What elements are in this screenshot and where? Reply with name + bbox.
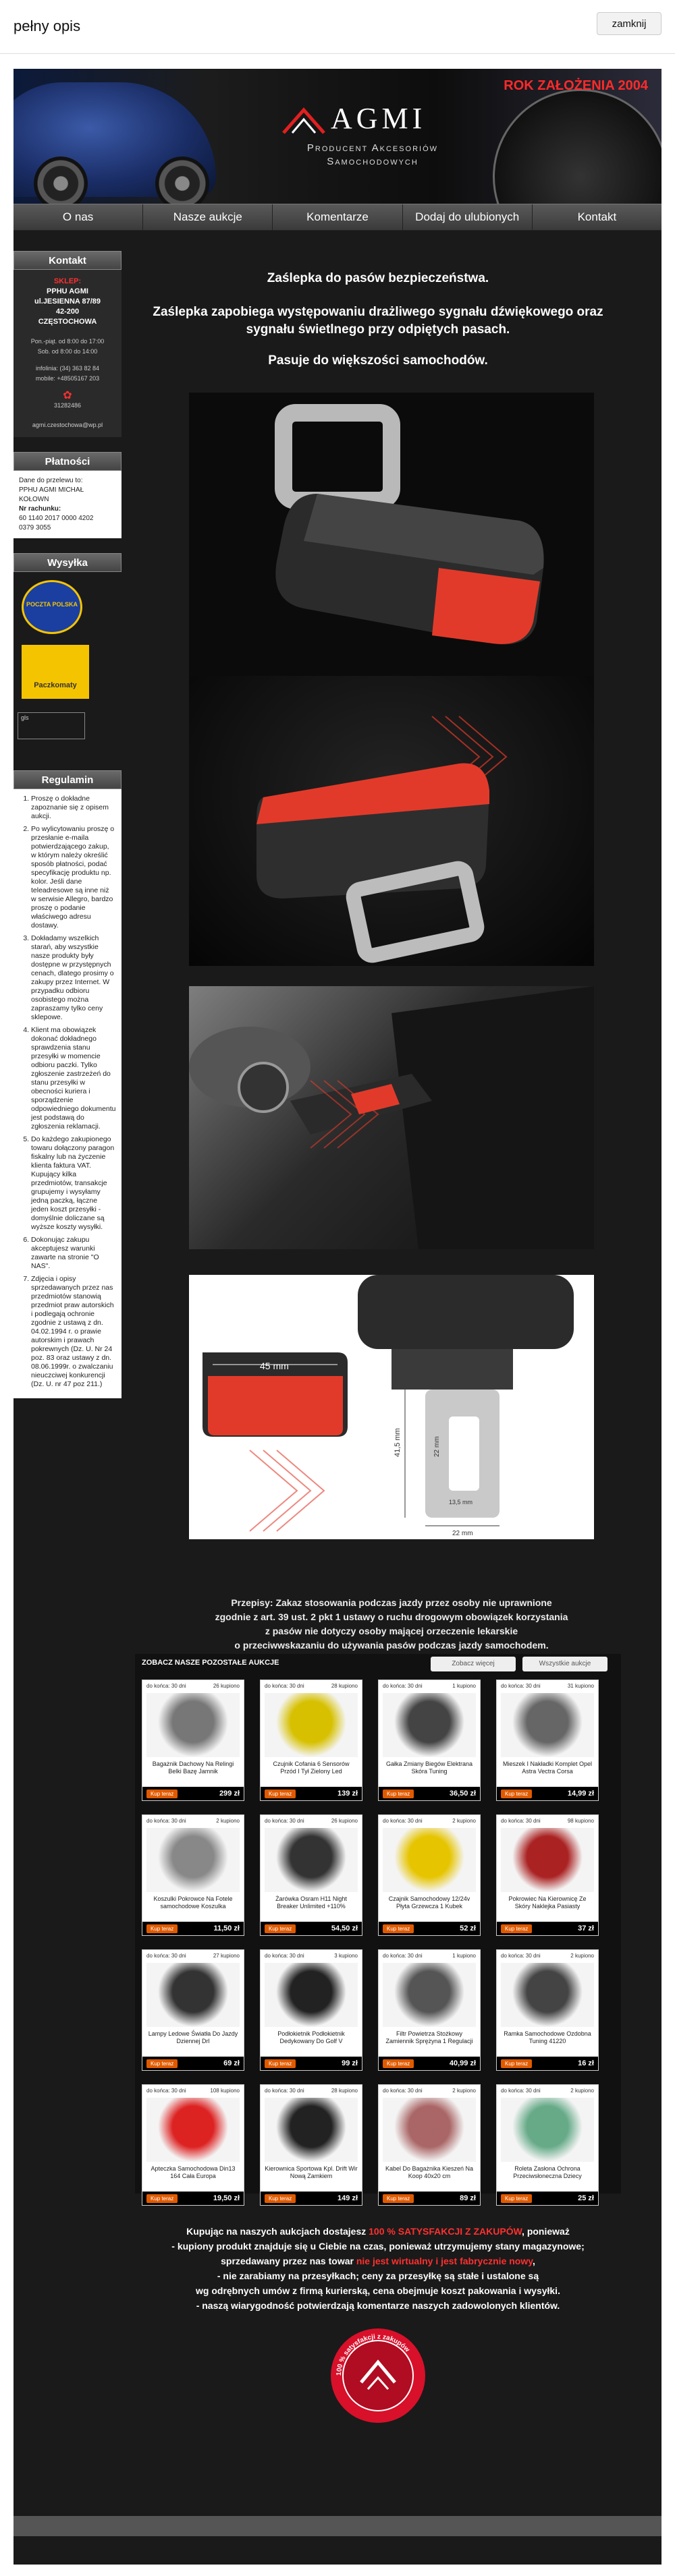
auction-title[interactable]: Podłokietnik Podłokietnik Dedykowany Do Golf V	[277, 2030, 345, 2044]
auction-time-left: do końca: 30 dni	[265, 1683, 304, 1689]
auction-thumbnail[interactable]	[146, 1693, 240, 1757]
auction-sold-count: 2 kupiono	[570, 1953, 594, 1959]
auction-price-bar	[379, 1787, 480, 1800]
founded-year: ROK ZAŁOŻENIA 2004	[504, 78, 648, 93]
satisfaction-line	[135, 2254, 621, 2268]
auction-price: 139 zł	[338, 1790, 358, 1798]
payment-line: 60 1140 2017 0000 4202	[19, 515, 94, 522]
auction-title[interactable]: Gałka Zmiany Biegów Elektrana Skóra Tuning	[385, 1761, 473, 1775]
auction-time-left: do końca: 30 dni	[146, 1953, 186, 1959]
auction-title[interactable]: Roleta Zasłona Ochrona Przeciwsłoneczna Dziecy	[513, 2165, 582, 2179]
banner	[14, 69, 662, 204]
auction-thumbnail[interactable]	[501, 2098, 594, 2162]
all-auctions-button[interactable]: Wszystkie aukcje	[522, 1657, 608, 1671]
auction-card[interactable]	[496, 1949, 599, 2071]
auction-time-left: do końca: 30 dni	[265, 1953, 304, 1959]
gg-icon: ✿	[63, 390, 72, 401]
text-part: , ponieważ	[522, 2226, 570, 2237]
auction-price: 16 zł	[578, 2059, 594, 2067]
auction-price-bar	[142, 2057, 244, 2070]
auction-card[interactable]	[142, 1949, 244, 2071]
auction-time-left: do końca: 30 dni	[146, 1683, 186, 1689]
auction-price-bar	[261, 1922, 362, 1935]
dimension-width: 45 mm	[260, 1361, 289, 1371]
auction-thumbnail[interactable]	[265, 1828, 358, 1892]
auction-thumbnail[interactable]	[383, 1693, 476, 1757]
warning-line: z pasów nie dotyczy osoby mającej orzeczenie lekarskie	[265, 1626, 518, 1636]
auction-meta	[261, 2085, 362, 2096]
logo-text: AGMI	[331, 102, 427, 135]
auction-price-bar	[379, 2057, 480, 2070]
auction-sold-count: 27 kupiono	[213, 1953, 240, 1959]
logo-subtitle-line: Samochodowych	[327, 156, 418, 167]
compatibility-note: Pasuje do większości samochodów.	[268, 353, 488, 368]
auction-meta	[379, 1815, 480, 1827]
auction-card[interactable]	[260, 2084, 362, 2206]
buy-now-button[interactable]: Kup teraz	[265, 2059, 296, 2068]
car-wheel	[155, 156, 209, 204]
auction-price: 149 zł	[338, 2194, 358, 2202]
auction-price-bar	[261, 2057, 362, 2070]
address-line: PPHU AGMI	[47, 287, 88, 295]
auction-title[interactable]: Czajnik Samochodowy 12/24v Płyta Grzewcza 1 Kubek	[388, 1895, 470, 1910]
auction-time-left: do końca: 30 dni	[265, 2088, 304, 2094]
auction-title[interactable]: Ramka Samochodowe Ozdobna Tuning 41220	[504, 2030, 591, 2044]
rule-item: 1. Proszę o dokładne zapoznanie się z opisem aukcji.	[31, 795, 116, 821]
satisfaction-text	[135, 2224, 621, 2313]
auction-price: 69 zł	[223, 2059, 240, 2067]
auction-title[interactable]: Kierownica Sportowa Kpl. Drift Wir Nową Zamkiem	[265, 2165, 358, 2179]
speedometer-image	[493, 89, 662, 204]
auction-sold-count: 98 kupiono	[567, 1818, 594, 1824]
auction-card[interactable]	[142, 1814, 244, 1936]
auction-card[interactable]	[378, 2084, 481, 2206]
satisfaction-line: - nie zarabiamy na przesyłkach; ceny za przesyłkę są stałe i ustalone są	[217, 2270, 539, 2281]
top-bar	[0, 0, 675, 54]
auction-meta	[379, 1950, 480, 1962]
car-wheel	[34, 156, 88, 204]
text-part: Kupując na naszych aukcjach dostajesz	[186, 2226, 369, 2237]
satisfaction-seal-icon	[327, 2325, 429, 2426]
product-description: Zaślepka zapobiega występowaniu drażliwego sygnału dźwiękowego oraz sygnału świetlnego przy odpiętych pasach.	[153, 305, 603, 337]
auction-sold-count: 2 kupiono	[216, 1818, 240, 1824]
auction-time-left: do końca: 30 dni	[146, 2088, 186, 2094]
payments-box	[14, 471, 122, 538]
auction-title[interactable]: Żarówka Osram H11 Night Breaker Unlimited +110%	[275, 1895, 347, 1910]
auction-title[interactable]: Bagażnik Dachowy Na Relingi Belki Bazę Jamnik	[152, 1761, 234, 1775]
auction-title[interactable]: Filtr Powietrza Stożkowy Zamiennik Sprężyna 1 Regulacji	[385, 2030, 473, 2044]
auction-sold-count: 31 kupiono	[567, 1683, 594, 1689]
auction-price-bar	[497, 1922, 598, 1935]
poczta-polska-logo	[22, 580, 82, 634]
auction-thumbnail[interactable]	[383, 2098, 476, 2162]
auction-meta	[142, 1680, 244, 1692]
buy-now-button[interactable]: Kup teraz	[265, 2194, 296, 2203]
auction-price: 14,99 zł	[567, 1790, 594, 1798]
logo-subtitle	[265, 142, 481, 169]
satisfaction-line	[135, 2224, 621, 2239]
auction-sold-count: 26 kupiono	[213, 1683, 240, 1689]
auction-price: 11,50 zł	[213, 1924, 240, 1933]
auction-title[interactable]: Lampy Ledowe Światła Do Jazdy Dziennej Drl	[148, 2030, 238, 2044]
auction-thumbnail[interactable]	[383, 1828, 476, 1892]
nav-about[interactable]: O nas	[14, 204, 143, 230]
auction-time-left: do końca: 30 dni	[265, 1818, 304, 1824]
auction-price: 89 zł	[460, 2194, 476, 2202]
buy-now-button[interactable]: Kup teraz	[501, 1790, 532, 1798]
auction-card[interactable]	[142, 2084, 244, 2206]
address-line: ul.JESIENNA 87/89	[34, 297, 101, 306]
auction-meta	[261, 1680, 362, 1692]
auction-sold-count: 28 kupiono	[331, 1683, 358, 1689]
payments-heading: Płatności	[14, 452, 122, 471]
auction-meta	[497, 1950, 598, 1962]
auction-card[interactable]	[260, 1949, 362, 2071]
buy-now-button[interactable]: Kup teraz	[146, 2059, 178, 2068]
satisfaction-line: wg odrębnych umów z firmą kurierską, cena obejmuje koszt pakowania i wysyłki.	[196, 2285, 560, 2296]
hours-line: Pon.-piąt. od 8:00 do 17:00	[30, 338, 105, 345]
product-title: Zaślepka do pasów bezpieczeństwa.	[267, 271, 489, 285]
auction-thumbnail[interactable]	[383, 1963, 476, 2027]
hours-line: Sob. od 8:00 do 14:00	[37, 348, 98, 355]
dimensions-diagram	[189, 1275, 594, 1539]
buy-now-button[interactable]: Kup teraz	[501, 2194, 532, 2203]
auction-price-bar	[379, 1922, 480, 1935]
auction-time-left: do końca: 30 dni	[146, 1818, 186, 1824]
shipping-box	[14, 572, 122, 741]
auction-time-left: do końca: 30 dni	[501, 2088, 541, 2094]
auction-card[interactable]	[260, 1680, 362, 1801]
auction-price: 52 zł	[460, 1924, 476, 1933]
auction-time-left: do końca: 30 dni	[501, 1953, 541, 1959]
gls-label: gls	[21, 714, 29, 721]
rules-heading: Regulamin	[14, 770, 122, 789]
logo-subtitle-line: Producent Akcesoriów	[306, 142, 439, 154]
auction-price-bar	[497, 1787, 598, 1800]
poczta-polska-label: POCZTA POLSKA	[26, 601, 78, 608]
auction-price: 40,99 zł	[449, 2059, 476, 2067]
dimension-slot-width: 13,5 mm	[449, 1499, 473, 1506]
auction-price: 37 zł	[578, 1924, 594, 1933]
gg-number: 31282486	[53, 402, 82, 409]
close-button[interactable]: zamknij	[597, 12, 662, 35]
auction-thumbnail[interactable]	[265, 1963, 358, 2027]
sidebar	[14, 251, 122, 2497]
product-photo	[189, 393, 594, 676]
auction-price-bar	[142, 2192, 244, 2205]
paczkomaty-label: Paczkomaty	[34, 681, 77, 689]
car-interior-photo	[189, 986, 594, 1249]
warning-line: zgodnie z art. 39 ust. 2 pkt 1 ustawy o ruchu drogowym obowiązek korzystania	[215, 1611, 568, 1622]
nav-comments[interactable]: Komentarze	[273, 204, 402, 230]
main-nav	[14, 204, 662, 231]
auction-sold-count: 108 kupiono	[210, 2088, 240, 2094]
buy-now-button[interactable]: Kup teraz	[265, 1790, 296, 1798]
buy-now-button[interactable]: Kup teraz	[383, 2059, 414, 2068]
auction-price: 19,50 zł	[213, 2194, 240, 2202]
auction-price: 36,50 zł	[449, 1790, 476, 1798]
auction-sold-count: 2 kupiono	[570, 2088, 594, 2094]
auction-price: 99 zł	[342, 2059, 358, 2067]
auction-price-bar	[379, 2192, 480, 2205]
auction-meta	[142, 1815, 244, 1827]
nav-favorites[interactable]: Dodaj do ulubionych	[403, 204, 533, 230]
auction-card[interactable]	[496, 1814, 599, 1936]
auction-meta	[497, 2085, 598, 2096]
buy-now-button[interactable]: Kup teraz	[501, 2059, 532, 2068]
auction-sold-count: 26 kupiono	[331, 1818, 358, 1824]
dimension-slot-height: 22 mm	[433, 1436, 441, 1457]
auction-card[interactable]	[378, 1949, 481, 2071]
auction-thumbnail[interactable]	[501, 1828, 594, 1892]
see-more-button[interactable]: Zobacz więcej	[431, 1657, 516, 1671]
auction-thumbnail[interactable]	[146, 1963, 240, 2027]
highlight-text: nie jest wirtualny i jest fabrycznie nowy	[356, 2256, 533, 2266]
auction-card[interactable]	[142, 1680, 244, 1801]
auction-price-bar	[142, 1922, 244, 1935]
auction-meta	[497, 1680, 598, 1692]
address-line: 42-200	[55, 308, 80, 316]
email-link[interactable]: agmi.czestochowa@wp.pl	[32, 422, 103, 428]
auction-time-left: do końca: 30 dni	[383, 1818, 423, 1824]
dimension-height: 41,5 mm	[394, 1428, 402, 1457]
auction-sold-count: 28 kupiono	[331, 2088, 358, 2094]
agmi-logo-icon	[280, 106, 327, 137]
shop-label: SKLEP:	[53, 277, 82, 285]
rule-item: 5. Do każdego zakupionego towaru dołączony paragon fiskalny lub na życzenie klienta faktura VAT. Kupujący kilka przedmiotów, transakcje grupujemy i wysyłamy jedną paczką, łączne jeden koszt przesyłki - domyślnie doliczane są wyższe koszty wysyłki.	[31, 1135, 116, 1232]
payment-line: KOŁOWN	[19, 496, 49, 503]
auction-meta	[379, 1680, 480, 1692]
warning-line: o przeciwwskazaniu do używania pasów podczas jazdy samochodem.	[234, 1640, 549, 1651]
phone-line: infolinia: (34) 363 82 84	[35, 365, 100, 372]
auction-thumbnail[interactable]	[146, 1828, 240, 1892]
buy-now-button[interactable]: Kup teraz	[265, 1924, 296, 1933]
auction-thumbnail[interactable]	[501, 1693, 594, 1757]
auction-page	[14, 69, 662, 2565]
auction-meta	[379, 2085, 480, 2096]
address-line: CZĘSTOCHOWA	[38, 318, 97, 326]
seal-text: 100 % satysfakcji z zakupów	[335, 2332, 411, 2376]
auction-card[interactable]	[496, 1680, 599, 1801]
auction-meta	[142, 1950, 244, 1962]
buy-now-button[interactable]: Kup teraz	[383, 2194, 414, 2203]
auction-time-left: do końca: 30 dni	[383, 2088, 423, 2094]
payment-line: 0379 3055	[19, 524, 51, 532]
auction-title[interactable]: Kabel Do Bagażnika Kieszeń Na Koop 40x20 cm	[385, 2165, 474, 2179]
auction-title[interactable]: Koszulki Pokrowce Na Fotele samochodowe Koszulka	[153, 1895, 233, 1910]
buy-now-button[interactable]: Kup teraz	[146, 2194, 178, 2203]
warning-line: Przepisy: Zakaz stosowania podczas jazdy przez osoby nie uprawnione	[231, 1597, 552, 1608]
auction-meta	[497, 1815, 598, 1827]
rules-list	[14, 789, 122, 1398]
auction-title[interactable]: Mieszek I Nakładki Komplet Opel Astra Vectra Corsa	[502, 1761, 593, 1775]
auction-sold-count: 1 kupiono	[452, 1953, 476, 1959]
auction-price-bar	[261, 1787, 362, 1800]
buy-now-button[interactable]: Kup teraz	[146, 1924, 178, 1933]
rule-item: 4. Klient ma obowiązek dokonać dokładnego sprawdzenia stanu przesyłki w momencie odbioru paczki. Tylko zgłoszenie zastrzeżeń do stanu przesyłki w obecności kuriera i sporządzenie odpowiedniego dokumentu jest podstawą do zgłoszenia reklamacji.	[31, 1026, 116, 1131]
auction-thumbnail[interactable]	[265, 1693, 358, 1757]
rule-item: 2. Po wylicytowaniu proszę o przesłanie e-maila potwierdzającego zakup, w którym należy określić sposób płatności, podać specyfikację produktu np. kolor. Jeśli dane teleadresowe są inne niż w serwisie Allegro, bardzo proszę o podanie właściwego adresu dostawy.	[31, 825, 116, 930]
paczkomaty-logo	[22, 645, 89, 699]
auction-sold-count: 1 kupiono	[452, 1683, 476, 1689]
auction-time-left: do końca: 30 dni	[383, 1683, 423, 1689]
auction-price: 299 zł	[219, 1790, 240, 1798]
contact-heading: Kontakt	[14, 251, 122, 270]
text-part: sprzedawany przez nas towar	[221, 2256, 356, 2266]
auction-card[interactable]	[260, 1814, 362, 1936]
buy-now-button[interactable]: Kup teraz	[383, 1790, 414, 1798]
auction-title[interactable]: Apteczka Samochodowa Din13 164 Cała Europa	[151, 2165, 236, 2179]
auction-price: 25 zł	[578, 2194, 594, 2202]
auction-price-bar	[497, 2057, 598, 2070]
auction-time-left: do końca: 30 dni	[383, 1953, 423, 1959]
auction-sold-count: 2 kupiono	[452, 2088, 476, 2094]
dimension-tongue-width: 22 mm	[452, 1530, 473, 1537]
auction-thumbnail[interactable]	[501, 1963, 594, 2027]
auctions-heading: ZOBACZ NASZE POZOSTAŁE AUKCJE	[142, 1659, 279, 1667]
footer-bar	[14, 2516, 662, 2536]
contact-box	[14, 270, 122, 437]
other-auctions	[135, 1654, 621, 2202]
buy-now-button[interactable]: Kup teraz	[383, 1924, 414, 1933]
auction-card[interactable]	[496, 2084, 599, 2206]
auction-time-left: do końca: 30 dni	[501, 1818, 541, 1824]
auction-price-bar	[142, 1787, 244, 1800]
gls-logo	[18, 712, 85, 739]
auction-card[interactable]	[378, 1680, 481, 1801]
auction-title[interactable]: Czujnik Cofania 6 Sensorów Przód I Tył Zielony Led	[273, 1761, 350, 1775]
nav-auctions[interactable]: Nasze aukcje	[143, 204, 273, 230]
nav-contact[interactable]: Kontakt	[577, 210, 617, 223]
page-title: pełny opis	[14, 18, 81, 34]
shipping-heading: Wysyłka	[14, 553, 122, 572]
auction-price: 54,50 zł	[331, 1924, 358, 1933]
rule-item: 3. Dokładamy wszelkich starań, aby wszystkie nasze produkty były dostępne w przystępnych cenach, dlatego prosimy o zakupy przez Internet. W przypadku odbioru osobistego można zapraszamy tylko ceny sklepowe.	[31, 934, 116, 1022]
satisfaction-line: - naszą wiarygodność potwierdzają komentarze naszych zadowolonych klientów.	[196, 2300, 560, 2311]
auction-meta	[261, 1815, 362, 1827]
payment-line: PPHU AGMI MICHAŁ	[19, 486, 84, 494]
auction-price-bar	[497, 2192, 598, 2205]
rule-item: 7. Zdjęcia i opisy sprzedawanych przez nas przedmiotów stanowią przedmiot praw autorskich i podlegają ochronie zgodnie z ustawą z dn. 04.02.1994 r. o prawie autorskim i prawach pokrewnych (Dz. U. Nr 24 poz. 83 oraz ustawy z dn. 08.06.1999r. o zwalczaniu nieuczciwej konkurencji (Dz. U. nr 47 poz 211.)	[31, 1275, 116, 1389]
auction-thumbnail[interactable]	[146, 2098, 240, 2162]
payment-line: Dane do przelewu to:	[19, 477, 83, 484]
satisfaction-line: - kupiony produkt znajduje się u Ciebie na czas, ponieważ utrzymujemy stany magazynowe;	[171, 2241, 585, 2252]
auction-meta	[142, 2085, 244, 2096]
buy-now-button[interactable]: Kup teraz	[501, 1924, 532, 1933]
auction-card[interactable]	[378, 1814, 481, 1936]
highlight-text: 100 % SATYSFAKCJI Z ZAKUPÓW	[369, 2226, 522, 2237]
rule-item: 6. Dokonując zakupu akceptujesz warunki zawarte na stronie "O NAS".	[31, 1236, 116, 1271]
product-photo	[189, 676, 594, 966]
legal-warning	[148, 1596, 634, 1653]
auction-time-left: do końca: 30 dni	[501, 1683, 541, 1689]
buy-now-button[interactable]: Kup teraz	[146, 1790, 178, 1798]
auction-price-bar	[261, 2192, 362, 2205]
auction-sold-count: 2 kupiono	[452, 1818, 476, 1824]
payment-line: Nr rachunku:	[19, 505, 61, 513]
auction-thumbnail[interactable]	[265, 2098, 358, 2162]
auction-sold-count: 3 kupiono	[334, 1953, 358, 1959]
auction-title[interactable]: Pokrowiec Na Kierownicę Ze Skóry Naklejka Pasiasty	[508, 1895, 587, 1910]
auction-meta	[261, 1950, 362, 1962]
text-part: ,	[533, 2256, 535, 2266]
phone-line: mobile: +48505167 203	[35, 375, 100, 382]
